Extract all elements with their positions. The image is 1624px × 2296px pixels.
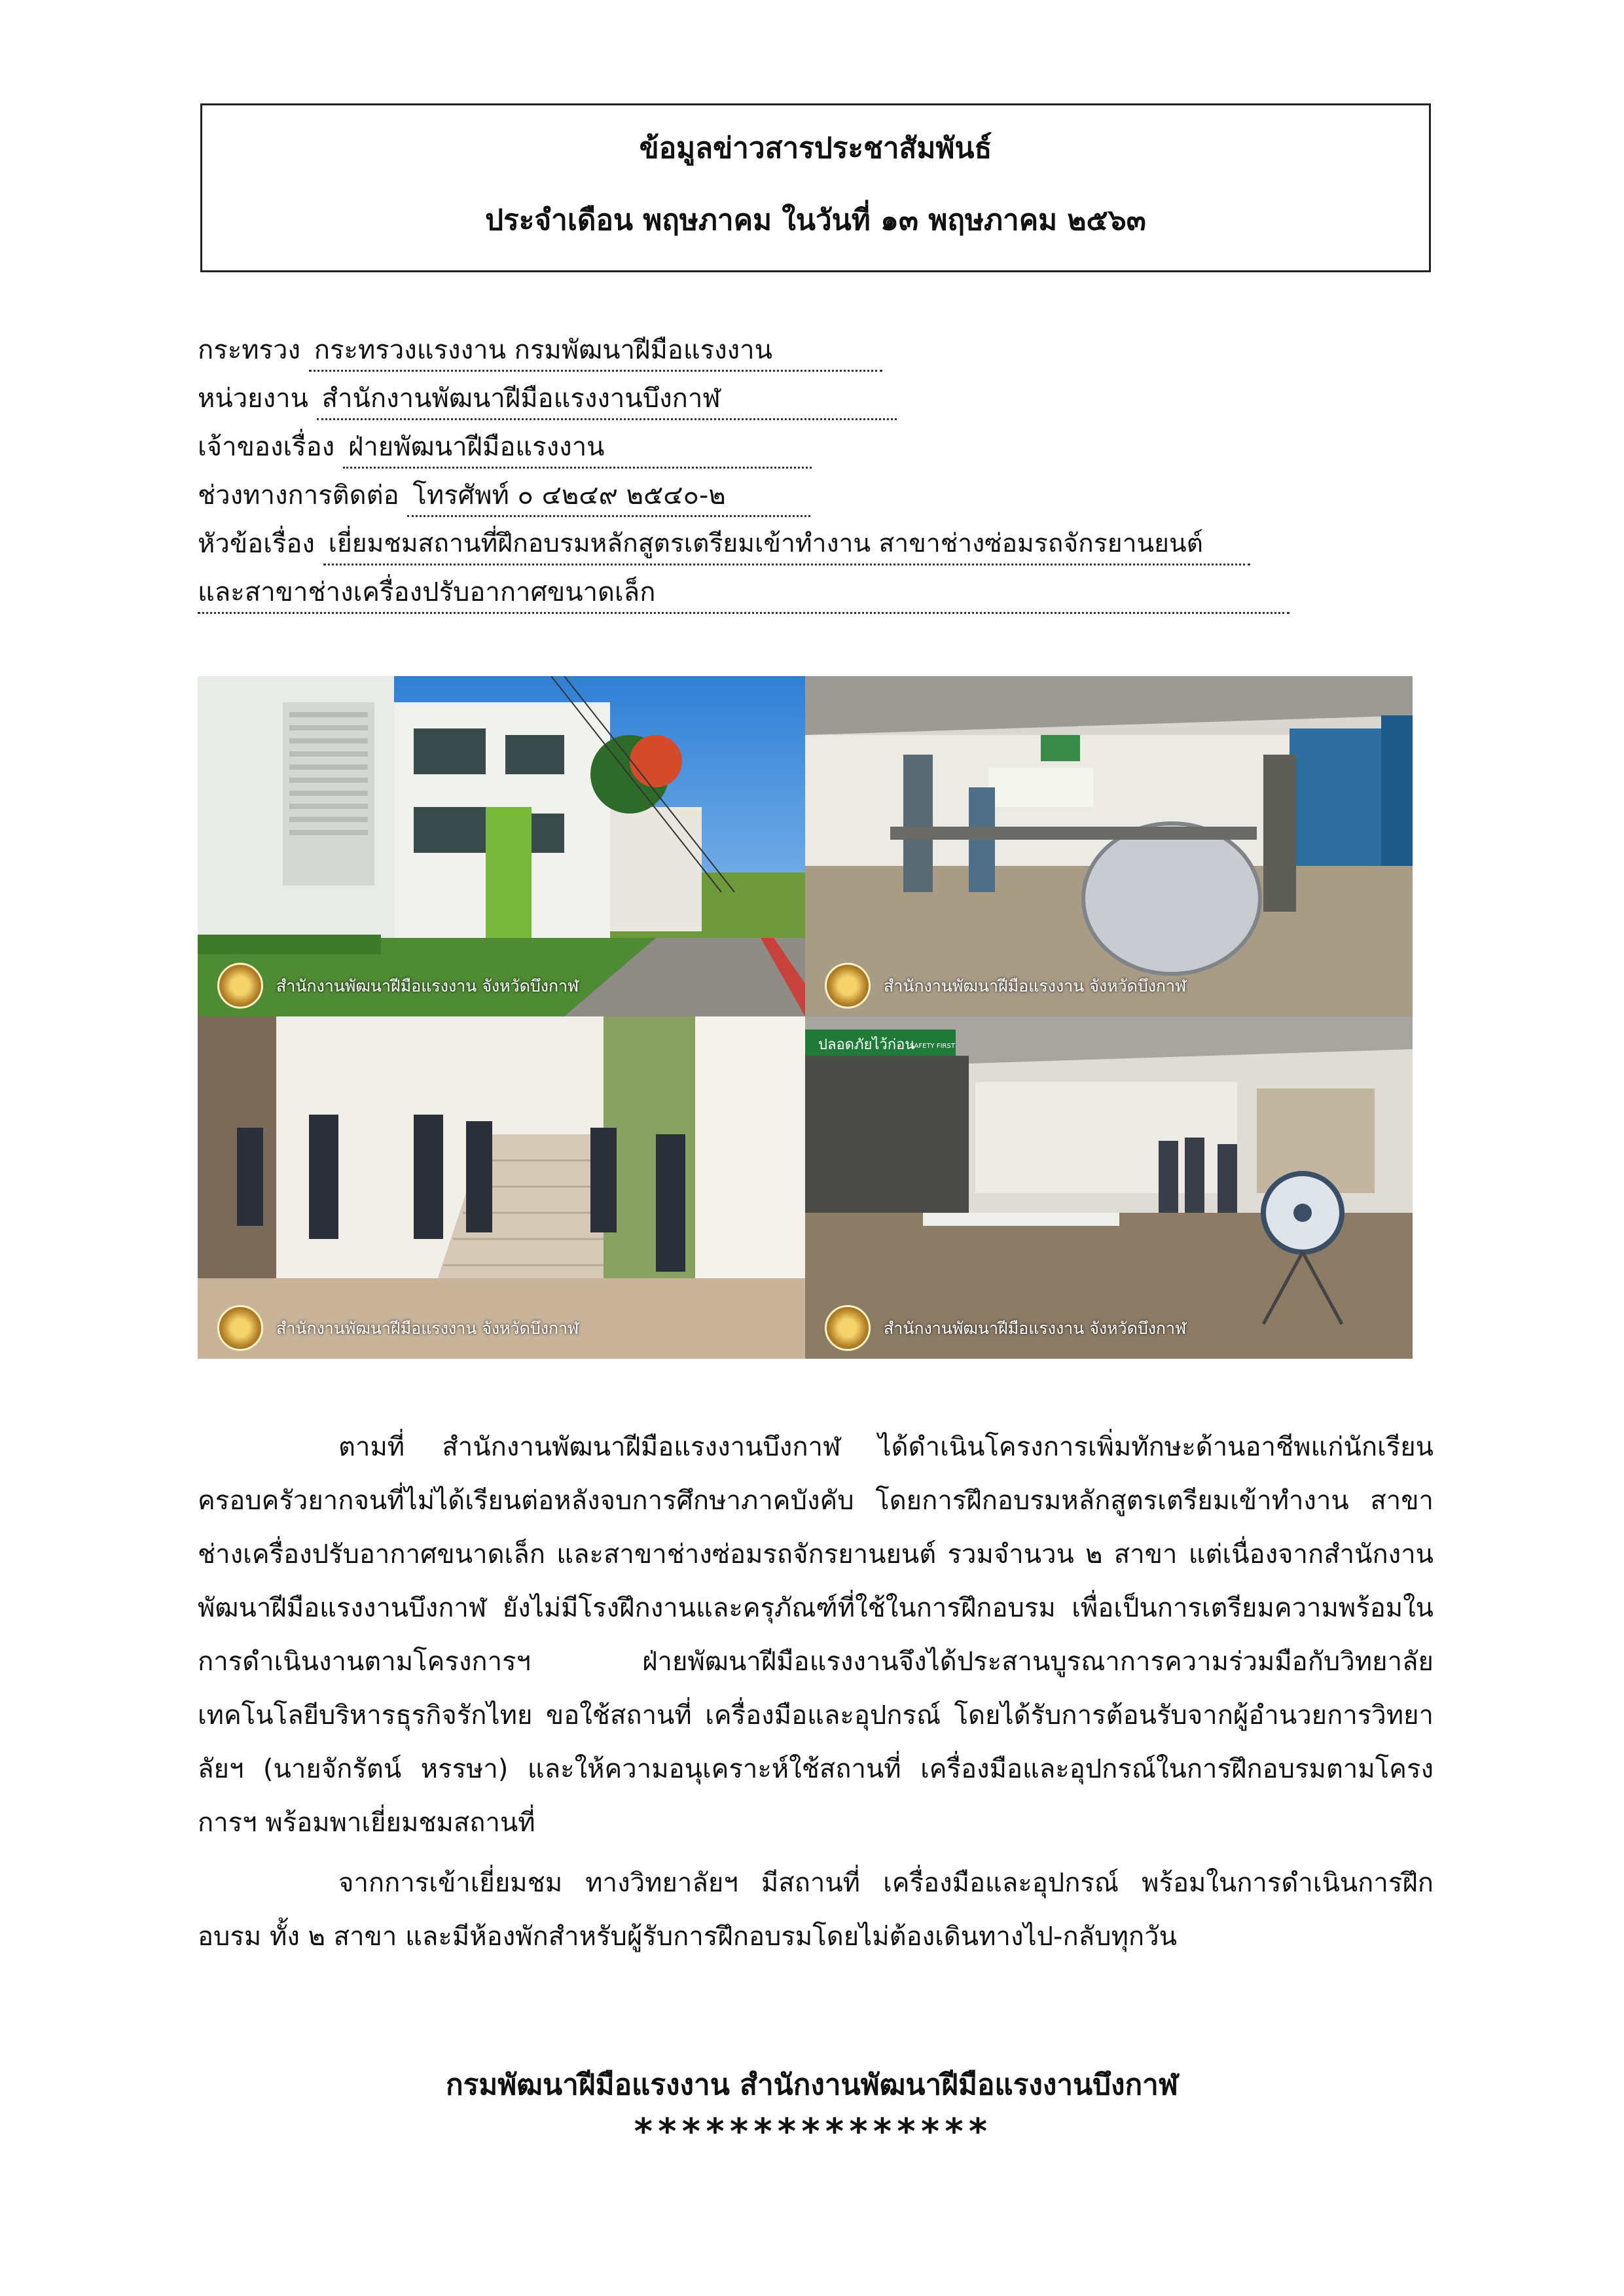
entrance-hall-image (198, 1016, 805, 1359)
meta-owner (198, 427, 1441, 476)
footer-organization: กรมพัฒนาฝีมือแรงงาน สำนักงานพัฒนาฝีมือแรงงานบึงกาฬ (446, 2068, 1178, 2102)
seal-icon (217, 1305, 263, 1351)
photo-workshop-interior (805, 1016, 1413, 1359)
footer-stars: *************** (632, 2111, 992, 2152)
workshop-equipment-image (805, 676, 1413, 1016)
document-title: ข้อมูลข่าวสารประชาสัมพันธ์ (639, 132, 992, 165)
photo-caption: สำนักงานพัฒนาฝีมือแรงงาน จังหวัดบึงกาฬ (276, 1319, 579, 1338)
contact-label: ช่วงทางการติดต่อ (198, 480, 399, 511)
seal-icon (825, 1305, 871, 1351)
meta-info (198, 331, 1441, 621)
workshop-interior-image (805, 1016, 1413, 1359)
photo-caption: สำนักงานพัฒนาฝีมือแรงงาน จังหวัดบึงกาฬ (884, 1319, 1187, 1338)
seal-icon (217, 963, 263, 1009)
photo-building-exterior (198, 676, 805, 1016)
body-paragraph: จากการเข้าเยี่ยมชม ทางวิทยาลัยฯ มีสถานที่ เครื่องมือและอุปกรณ์ พร้อมในการดำเนินการฝึกอบรม ทั้ง ๒ สาขา และมีห้องพักสำหรับผู้รับการฝึกอบรมโดยไม่ต้องเดินทางไป-กลับทุกวัน (198, 1868, 1434, 1952)
meta-subject-continued (198, 573, 1441, 621)
photo-collage (198, 676, 1413, 1359)
body-text (198, 1420, 1434, 1964)
unit-value: สำนักงานพัฒนาฝีมือแรงงานบึงกาฬ (317, 379, 897, 420)
subject-value: เยี่ยมชมสถานที่ฝึกอบรมหลักสูตรเตรียมเข้าทำงาน สาขาช่างซ่อมรถจักรยานยนต์ (323, 524, 1250, 565)
photo-entrance-hall (198, 1016, 805, 1359)
meta-unit (198, 379, 1441, 427)
header-box (200, 103, 1431, 272)
ministry-value: กระทรวงแรงงาน กรมพัฒนาฝีมือแรงงาน (309, 331, 882, 372)
safety-sign-text-en: SAFETY FIRST (910, 1043, 955, 1050)
safety-sign-text: ปลอดภัยไว้ก่อน (818, 1037, 915, 1053)
document-date-line: ประจำเดือน พฤษภาคม ในวันที่ ๑๓ พฤษภาคม ๒๕๖๓ (485, 204, 1146, 237)
building-exterior-image (198, 676, 805, 1016)
photo-caption: สำนักงานพัฒนาฝีมือแรงงาน จังหวัดบึงกาฬ (884, 977, 1187, 996)
photo-caption: สำนักงานพัฒนาฝีมือแรงงาน จังหวัดบึงกาฬ (276, 977, 579, 996)
meta-ministry (198, 331, 1441, 379)
meta-contact (198, 476, 1441, 524)
subject-label: หัวข้อเรื่อง (198, 529, 315, 559)
owner-label: เจ้าของเรื่อง (198, 432, 335, 462)
subject-value-continued: และสาขาช่างเครื่องปรับอากาศขนาดเล็ก (198, 573, 1290, 614)
unit-label: หน่วยงาน (198, 384, 308, 414)
contact-value: โทรศัพท์ ๐ ๔๒๔๙ ๒๕๔๐-๒ (407, 476, 810, 517)
meta-subject (198, 524, 1441, 573)
ministry-label: กระทรวง (198, 335, 301, 365)
seal-icon (825, 963, 871, 1009)
photo-workshop-equipment (805, 676, 1413, 1016)
owner-value: ฝ่ายพัฒนาฝีมือแรงงาน (343, 427, 812, 469)
body-paragraph: ตามที่ สำนักงานพัฒนาฝีมือแรงงานบึงกาฬ ได้ดำเนินโครงการเพิ่มทักษะด้านอาชีพแก่นักเรียนครอบครัวยากจนที่ไม่ได้เรียนต่อหลังจบการศึกษาภาคบังคับ โดยการฝึกอบรมหลักสูตรเตรียมเข้าทำงาน สาขาช่างเครื่องปรับอากาศขนาดเล็ก และสาขาช่างซ่อมรถจักรยานยนต์ รวมจำนวน ๒ สาขา แต่เนื่องจากสำนักงานพัฒนาฝีมือแรงงานบึงกาฬ ยังไม่มีโรงฝึกงานและครุภัณฑ์ที่ใช้ในการฝึกอบรม เพื่อเป็นการเตรียมความพร้อมในการดำเนินงานตามโครงการฯ ฝ่ายพัฒนาฝีมือแรงงานจึงได้ประสานบูรณาการความร่วมมือกับวิทยาลัยเทคโนโลยีบริหารธุรกิจรักไทย ขอใช้สถานที่ เครื่องมือและอุปกรณ์ โดยได้รับการต้อนรับจากผู้อำนวยการวิทยาลัยฯ (นายจักรัตน์ หรรษา) และให้ความอนุเคราะห์ใช้สถานที่ เครื่องมือและอุปกรณ์ในการฝึกอบรมตามโครงการฯ พร้อมพาเยี่ยมชมสถานที่ (198, 1432, 1434, 1838)
